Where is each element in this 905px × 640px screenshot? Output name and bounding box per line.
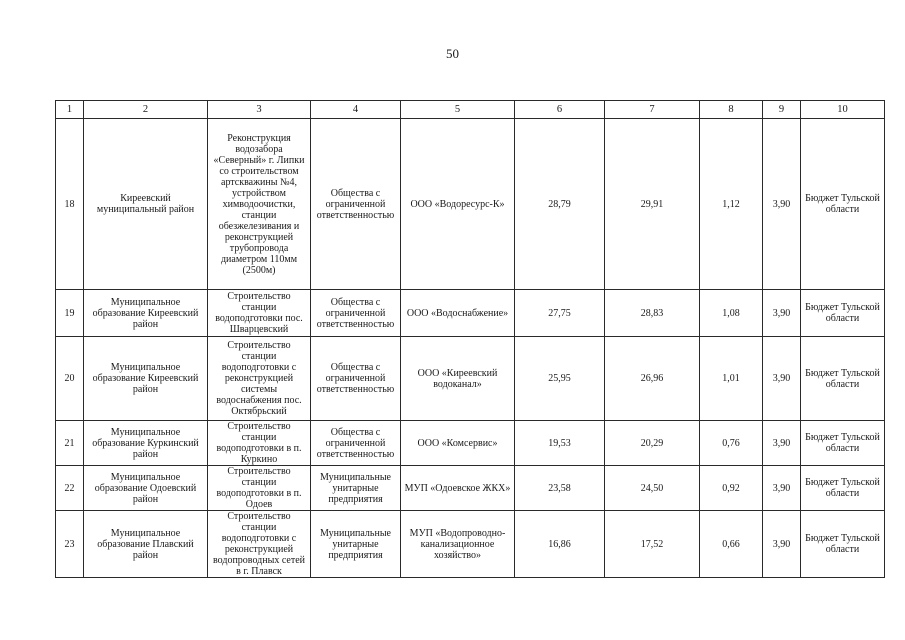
org-type-cell: Муниципальные унитарные предприятия bbox=[311, 511, 401, 578]
table-row bbox=[56, 337, 885, 421]
row-number: 19 bbox=[56, 290, 84, 337]
value-col7-cell: 28,83 bbox=[605, 290, 700, 337]
column-header: 1 bbox=[56, 101, 84, 119]
organization-cell: ООО «Киреевский водоканал» bbox=[401, 337, 515, 421]
funding-cell: Бюджет Тульской области bbox=[801, 337, 885, 421]
investment-table bbox=[55, 100, 885, 578]
row-number: 21 bbox=[56, 421, 84, 466]
project-cell: Строительство станции водоподготовки в п. Куркино bbox=[208, 421, 311, 466]
project-cell: Реконструкция водозабора «Северный» г. Липки со строительством артскважины №4, устройством химводоочистки, станции обезжелезивания и реконструкцией трубопровода диаметром 110мм (2500м) bbox=[208, 119, 311, 290]
table-row bbox=[56, 511, 885, 578]
project-cell: Строительство станции водоподготовки с реконструкцией водопроводных сетей в г. Плавск bbox=[208, 511, 311, 578]
project-cell: Строительство станции водоподготовки с реконструкцией системы водоснабжения пос. Октябрьский bbox=[208, 337, 311, 421]
value-col7-cell: 26,96 bbox=[605, 337, 700, 421]
value-col8-cell: 0,92 bbox=[700, 466, 763, 511]
column-header: 2 bbox=[84, 101, 208, 119]
project-cell: Строительство станции водоподготовки в п. Одоев bbox=[208, 466, 311, 511]
municipality-cell: Киреевский муниципальный район bbox=[84, 119, 208, 290]
value-col6-cell: 28,79 bbox=[515, 119, 605, 290]
table-header-row bbox=[56, 101, 885, 119]
organization-cell: МУП «Одоевское ЖКХ» bbox=[401, 466, 515, 511]
row-number: 18 bbox=[56, 119, 84, 290]
table-row bbox=[56, 466, 885, 511]
value-col9-cell: 3,90 bbox=[763, 290, 801, 337]
value-col9-cell: 3,90 bbox=[763, 337, 801, 421]
column-header: 3 bbox=[208, 101, 311, 119]
organization-cell: ООО «Водоснабжение» bbox=[401, 290, 515, 337]
column-header: 5 bbox=[401, 101, 515, 119]
org-type-cell: Общества с ограниченной ответственностью bbox=[311, 337, 401, 421]
organization-cell: ООО «Водоресурс-К» bbox=[401, 119, 515, 290]
column-header: 9 bbox=[763, 101, 801, 119]
funding-cell: Бюджет Тульской области bbox=[801, 421, 885, 466]
column-header: 6 bbox=[515, 101, 605, 119]
value-col8-cell: 0,76 bbox=[700, 421, 763, 466]
value-col7-cell: 24,50 bbox=[605, 466, 700, 511]
value-col8-cell: 1,08 bbox=[700, 290, 763, 337]
table-row bbox=[56, 421, 885, 466]
funding-cell: Бюджет Тульской области bbox=[801, 119, 885, 290]
row-number: 20 bbox=[56, 337, 84, 421]
municipality-cell: Муниципальное образование Киреевский район bbox=[84, 337, 208, 421]
value-col6-cell: 19,53 bbox=[515, 421, 605, 466]
project-cell: Строительство станции водоподготовки пос. Шварцевский bbox=[208, 290, 311, 337]
value-col9-cell: 3,90 bbox=[763, 511, 801, 578]
row-number: 22 bbox=[56, 466, 84, 511]
value-col9-cell: 3,90 bbox=[763, 421, 801, 466]
value-col8-cell: 0,66 bbox=[700, 511, 763, 578]
value-col6-cell: 27,75 bbox=[515, 290, 605, 337]
value-col9-cell: 3,90 bbox=[763, 466, 801, 511]
page-number: 50 bbox=[446, 46, 459, 61]
funding-cell: Бюджет Тульской области bbox=[801, 466, 885, 511]
value-col7-cell: 20,29 bbox=[605, 421, 700, 466]
value-col9-cell: 3,90 bbox=[763, 119, 801, 290]
municipality-cell: Муниципальное образование Одоевский район bbox=[84, 466, 208, 511]
municipality-cell: Муниципальное образование Киреевский район bbox=[84, 290, 208, 337]
column-header: 8 bbox=[700, 101, 763, 119]
column-header: 7 bbox=[605, 101, 700, 119]
organization-cell: ООО «Комсервис» bbox=[401, 421, 515, 466]
value-col6-cell: 16,86 bbox=[515, 511, 605, 578]
municipality-cell: Муниципальное образование Плавский район bbox=[84, 511, 208, 578]
org-type-cell: Общества с ограниченной ответственностью bbox=[311, 119, 401, 290]
value-col7-cell: 17,52 bbox=[605, 511, 700, 578]
row-number: 23 bbox=[56, 511, 84, 578]
column-header: 10 bbox=[801, 101, 885, 119]
organization-cell: МУП «Водопроводно-канализационное хозяйство» bbox=[401, 511, 515, 578]
value-col6-cell: 23,58 bbox=[515, 466, 605, 511]
municipality-cell: Муниципальное образование Куркинский район bbox=[84, 421, 208, 466]
table-row bbox=[56, 290, 885, 337]
funding-cell: Бюджет Тульской области bbox=[801, 290, 885, 337]
org-type-cell: Общества с ограниченной ответственностью bbox=[311, 421, 401, 466]
column-header: 4 bbox=[311, 101, 401, 119]
table-row bbox=[56, 119, 885, 290]
value-col6-cell: 25,95 bbox=[515, 337, 605, 421]
funding-cell: Бюджет Тульской области bbox=[801, 511, 885, 578]
value-col7-cell: 29,91 bbox=[605, 119, 700, 290]
org-type-cell: Общества с ограниченной ответственностью bbox=[311, 290, 401, 337]
org-type-cell: Муниципальные унитарные предприятия bbox=[311, 466, 401, 511]
value-col8-cell: 1,12 bbox=[700, 119, 763, 290]
value-col8-cell: 1,01 bbox=[700, 337, 763, 421]
